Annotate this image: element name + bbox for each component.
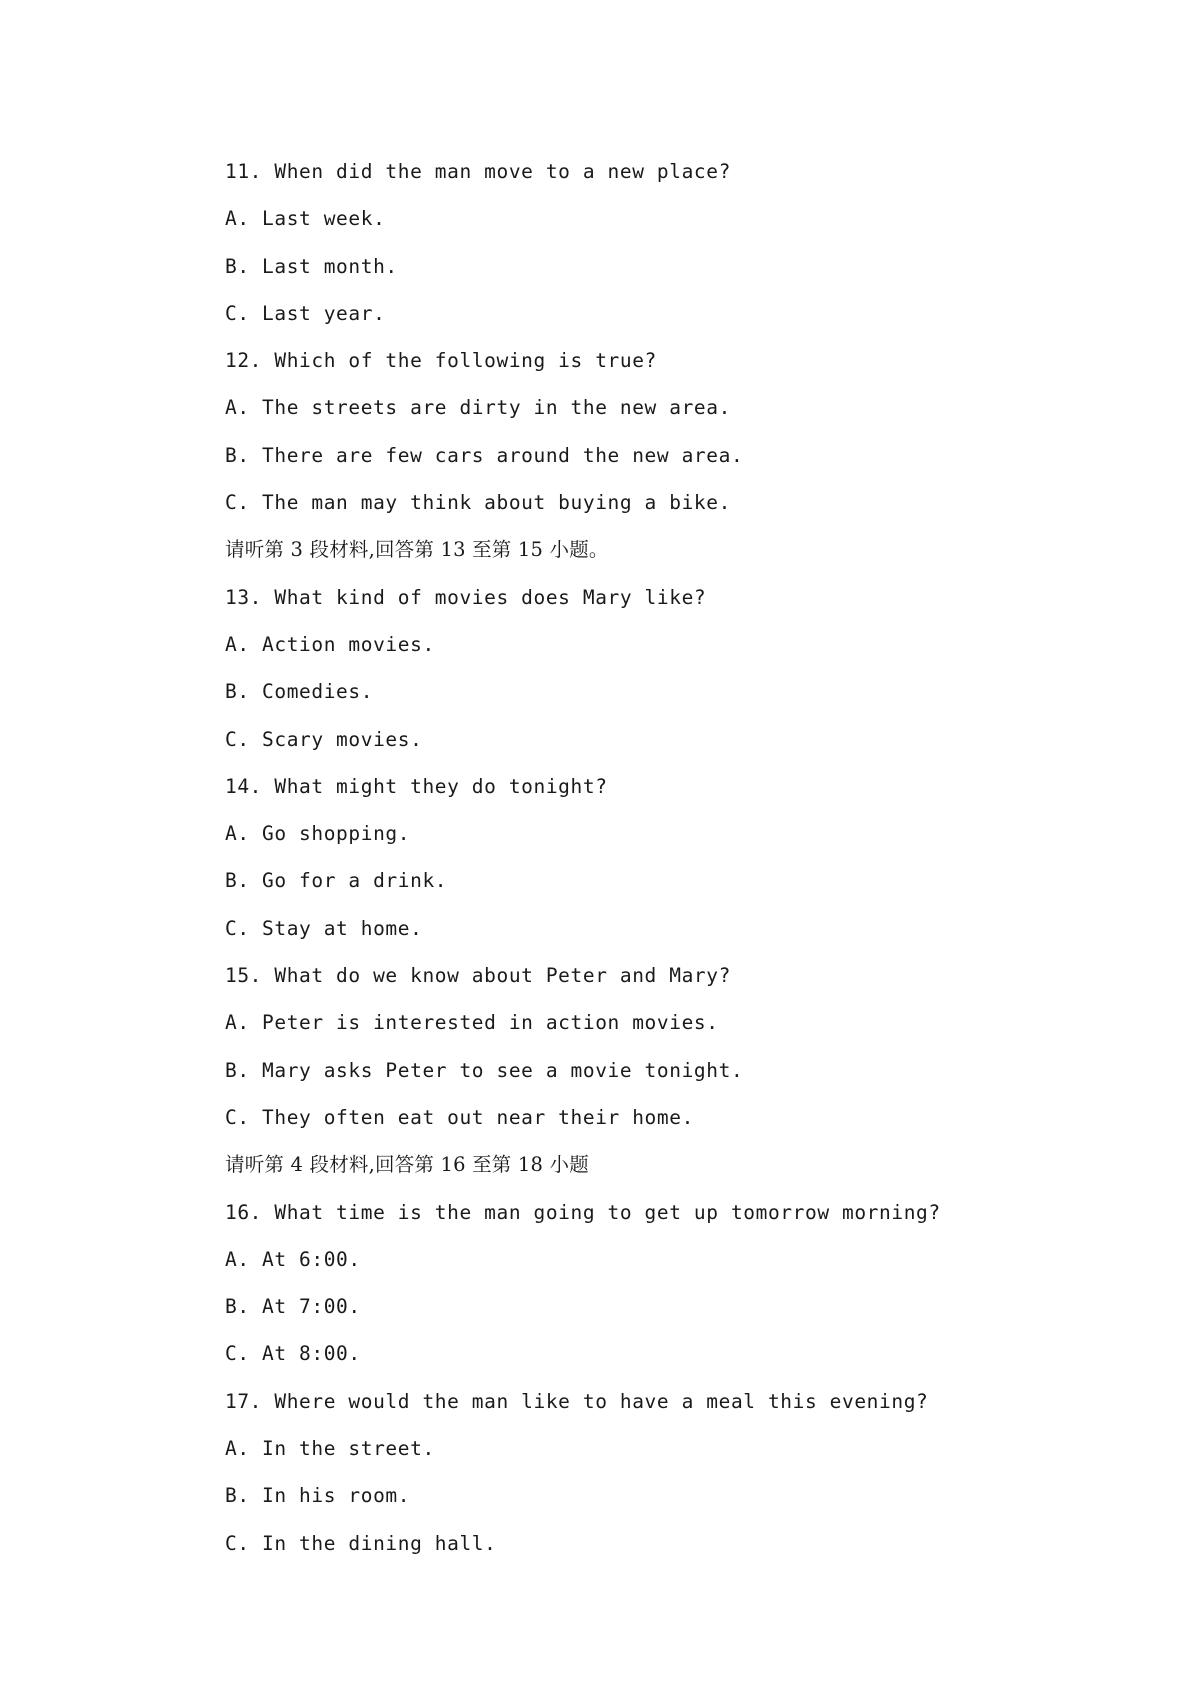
question-15: 15. What do we know about Peter and Mary? (225, 964, 731, 988)
question-11: 11. When did the man move to a new place? (225, 160, 731, 183)
question-16: 16. What time is the man going to get up tomorrow morning? (225, 1200, 941, 1224)
question-17: 17. Where would the man like to have a meal this evening? (225, 1389, 929, 1413)
question-15-option-c: C. They often eat out near their home. (225, 1105, 694, 1129)
question-15-option-b: B. Mary asks Peter to see a movie tonight. (225, 1058, 744, 1082)
question-12-option-b: B. There are few cars around the new area. (225, 443, 744, 467)
question-16-option-b: B. At 7:00. (225, 1295, 361, 1319)
question-11-option-b: B. Last month. (225, 254, 398, 278)
question-17-option-b: B. In his room. (225, 1484, 411, 1508)
question-16-option-c: C. At 8:00. (225, 1342, 361, 1366)
question-14-option-b: B. Go for a drink. (225, 869, 448, 893)
section-3-heading: 请听第 3 段材料,回答第 13 至第 15 小题。 (225, 538, 609, 562)
question-13-option-b: B. Comedies. (225, 680, 374, 704)
question-14-option-c: C. Stay at home. (225, 916, 423, 940)
question-13-option-c: C. Scary movies. (225, 727, 423, 751)
question-14: 14. What might they do tonight? (225, 774, 608, 798)
question-13-option-a: A. Action movies. (225, 632, 435, 656)
question-17-option-a: A. In the street. (225, 1437, 435, 1461)
section-4-heading: 请听第 4 段材料,回答第 16 至第 18 小题 (225, 1153, 589, 1177)
question-list (225, 148, 1125, 1567)
question-13: 13. What kind of movies does Mary like? (225, 585, 707, 609)
question-16-option-a: A. At 6:00. (225, 1247, 361, 1271)
question-11-option-a: A. Last week. (225, 207, 386, 231)
question-11-option-c: C. Last year. (225, 301, 386, 325)
question-12-option-c: C. The man may think about buying a bike. (225, 491, 731, 515)
question-15-option-a: A. Peter is interested in action movies. (225, 1011, 719, 1035)
question-12-option-a: A. The streets are dirty in the new area. (225, 396, 731, 420)
question-12: 12. Which of the following is true? (225, 349, 657, 373)
question-14-option-a: A. Go shopping. (225, 822, 411, 846)
question-17-option-c: C. In the dining hall. (225, 1531, 497, 1555)
